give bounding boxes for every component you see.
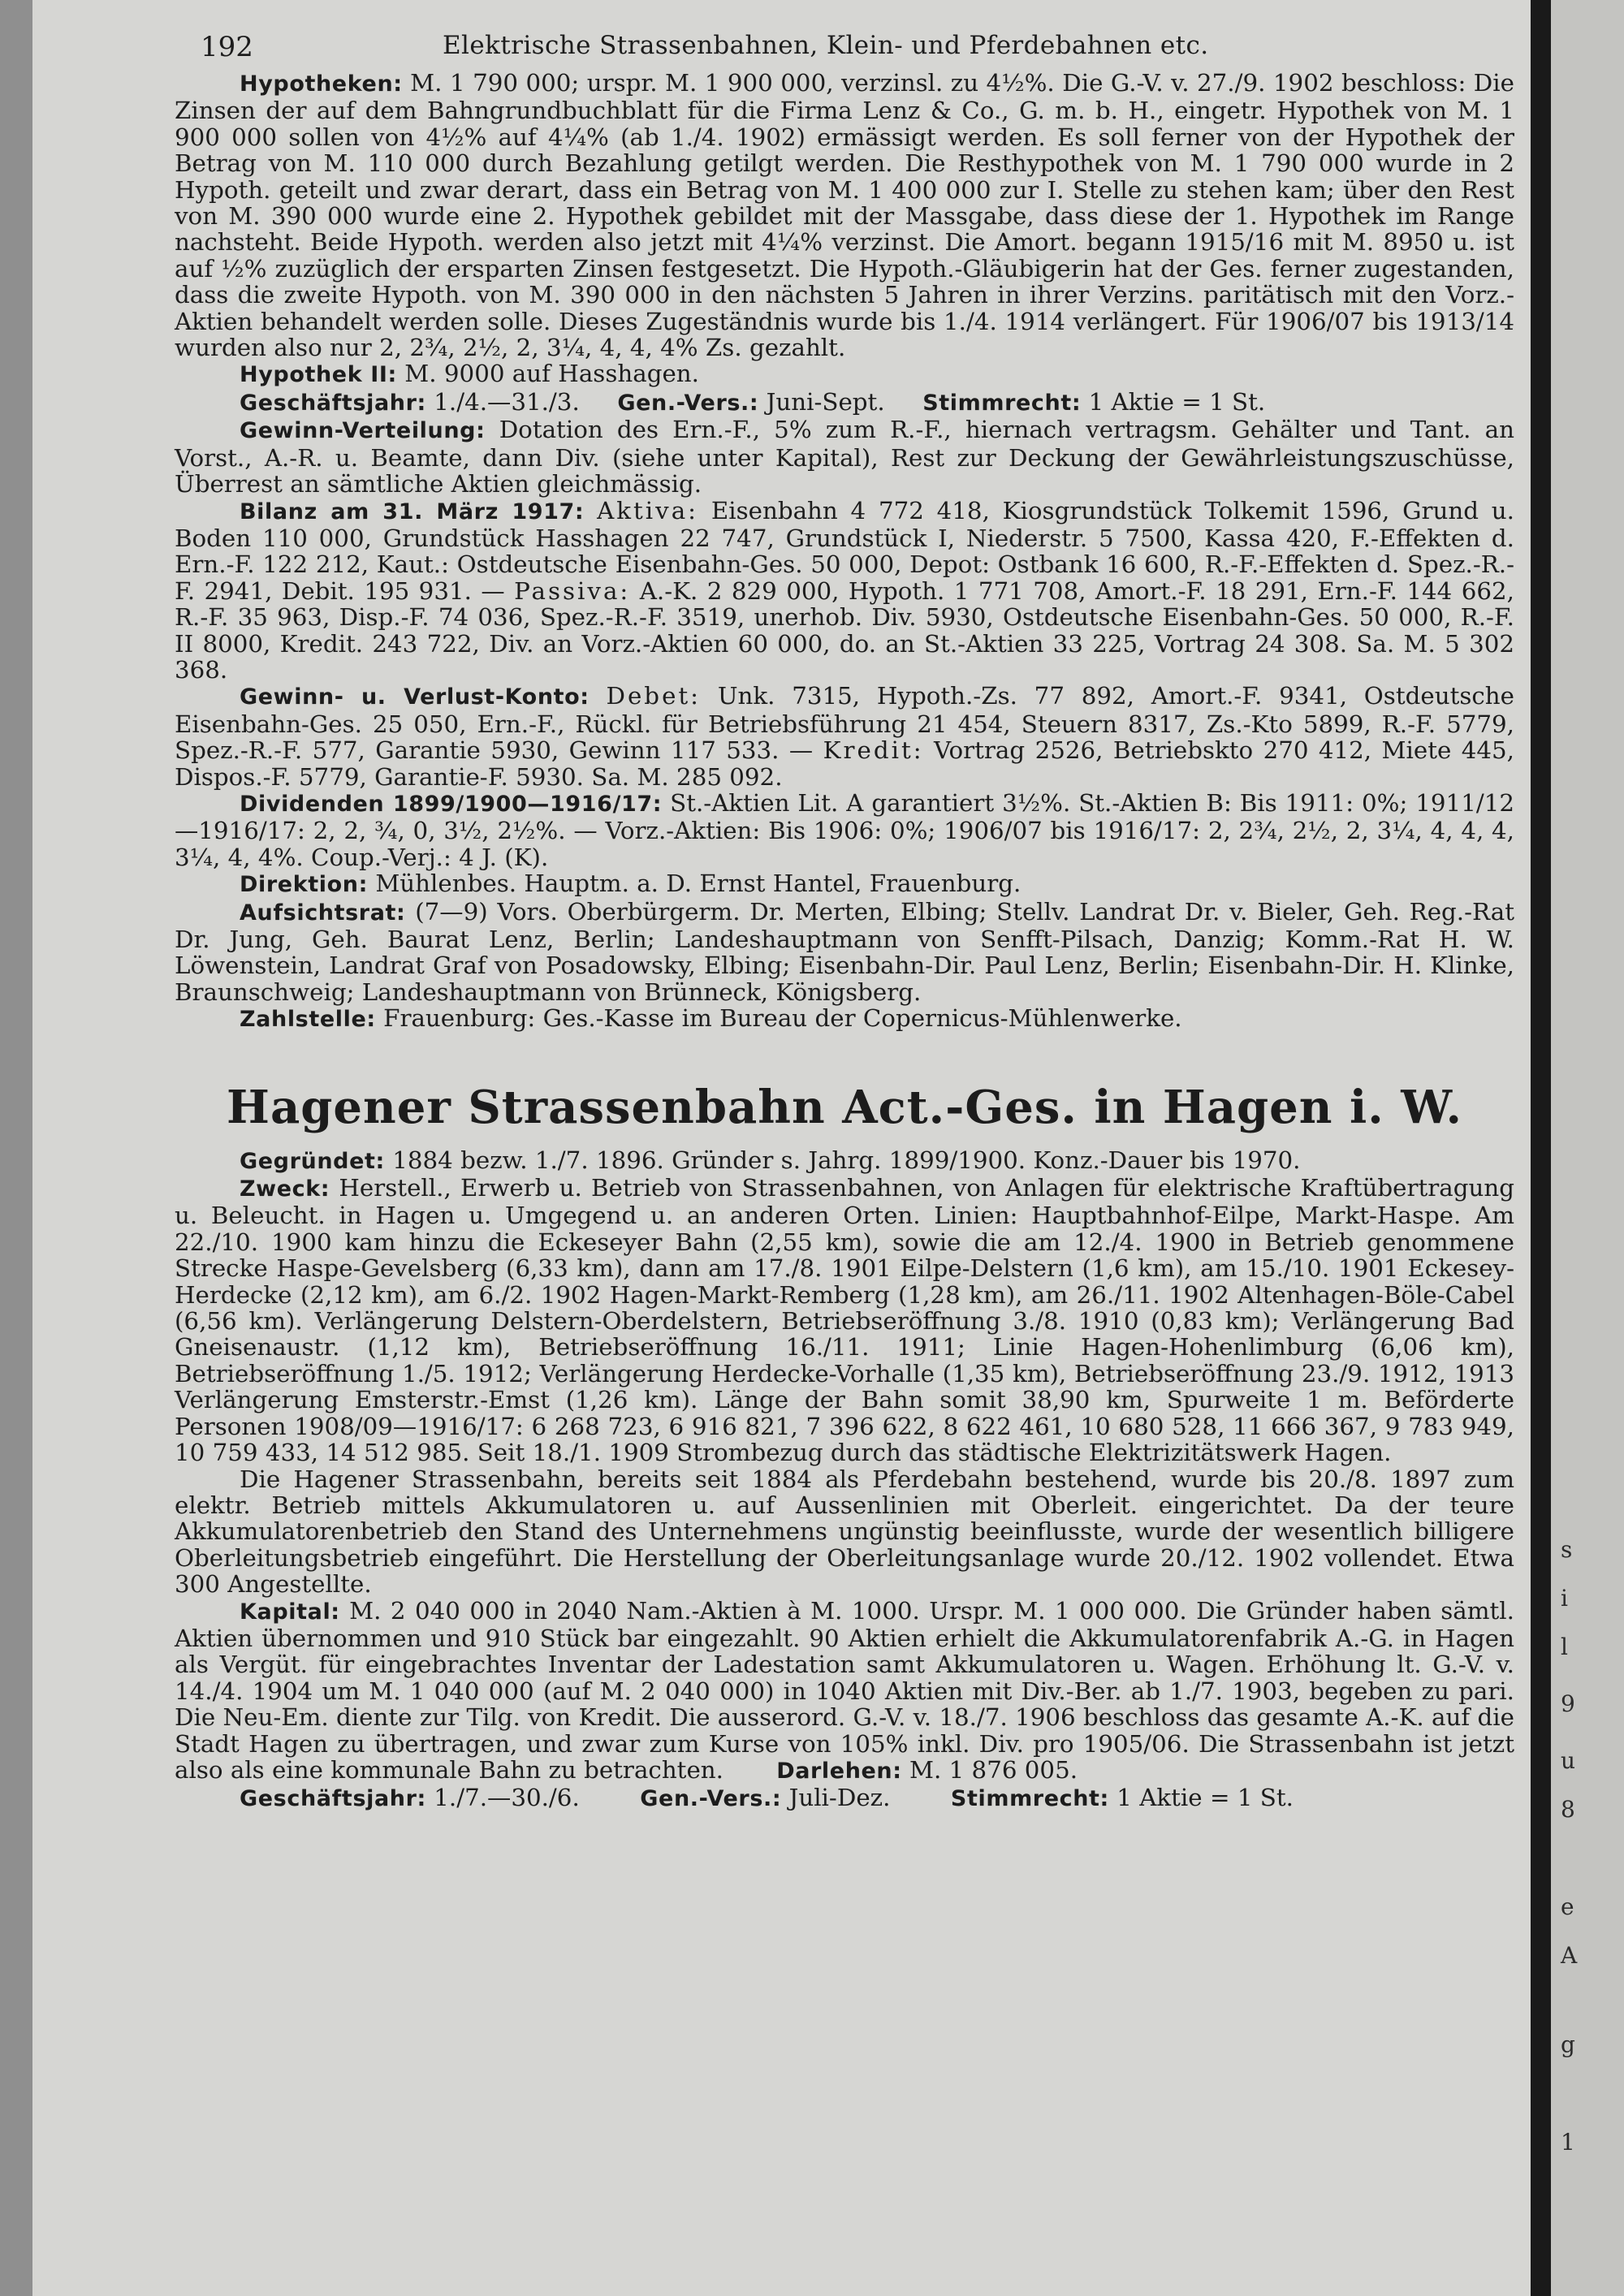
page-content [175, 24, 1514, 1813]
adjacent-char: u [1561, 1747, 1576, 1774]
ar-text: (7—9) Vors. Oberbürgerm. Dr. Merten, Elbing; Stellv. Landrat Dr. v. Bieler, Geh. Reg.-Rat Dr. Jung, Geh. Baurat Lenz, Berlin; Landeshauptmann von Senfft-Pilsach, Danzig; Komm.-Rat H. W. Löwenstein, Landrat Graf von Posadowsky, Elbing; Eisenbahn-Dir. Paul Lenz, Berlin; Eisenbahn-Dir. H. Klinke, Braunschweig; Landeshauptmann von Brünneck, Königsberg. [175, 897, 1514, 1006]
adjacent-char: g [1561, 2031, 1575, 2058]
div-text: St.-Aktien Lit. A garantiert 3½%. St.-Aktien B: Bis 1911: 0%; 1911/12—1916/17: 2, 2, ¾, 0, 3½, 2½%. — Vorz.-Aktien: Bis 1906: 0%; 1906/07 bis 1916/17: 2, 2¾, 2½, 2, 3¼, 4, 4, 4, 3¼, 4, 4%. Coup.-Verj.: 4 J. (K). [175, 788, 1514, 871]
gj2-label: Geschäftsjahr: [240, 1786, 426, 1812]
st2-text: 1 Aktie = 1 St. [1116, 1784, 1294, 1812]
zahl-text: Frauenburg: Ges.-Kasse im Bureau der Copernicus-Mühlenwerke. [383, 1004, 1182, 1033]
adjacent-page-edge [1551, 0, 1624, 2296]
aktiva-text: Eisenbahn 4 772 418, Kiosgrundstück Tolkemit 1596, Grund u. Boden 110 000, Grundstück Hasshagen 22 747, Grundstück I, Niederstr. 5 7500, Kassa 420, F.-Effekten d. Ern.-F. 122 212, Kaut.: Ostdeutsche Eisenbahn-Ges. 50 000, Depot: Ostbank 16 600, R.-F.-Effekten d. Spez.-R.-F. 2941, Debit. 195 931. — [175, 496, 1514, 605]
darlehen-label: Darlehen: [776, 1758, 902, 1784]
debet-label: Debet: [606, 682, 702, 710]
dividenden-paragraph [175, 790, 1514, 870]
adjacent-char: 1 [1561, 2129, 1575, 2156]
gegr-text: 1884 bezw. 1./7. 1896. Gründer s. Jahrg. 1899/1900. Konz.-Dauer bis 1970. [392, 1146, 1301, 1174]
guv-label: Gewinn- u. Verlust-Konto: [240, 684, 590, 710]
gv-text: Juni-Sept. [766, 387, 885, 416]
adjacent-char: l [1561, 1634, 1568, 1660]
zahl-label: Zahlstelle: [240, 1007, 376, 1033]
adjacent-char: s [1561, 1536, 1573, 1563]
second-company-section [175, 1081, 1514, 1813]
gegruendet-paragraph [175, 1147, 1514, 1175]
geschaeftsjahr2-paragraph [175, 1785, 1514, 1812]
ar-label: Aufsichtsrat: [240, 900, 406, 926]
gv-label: Gen.-Vers.: [617, 390, 759, 416]
hypothek2-text: M. 9000 auf Hasshagen. [404, 360, 699, 388]
direktion-paragraph [175, 870, 1514, 898]
st-label: Stimmrecht: [922, 390, 1082, 416]
dir-text: Mühlenbes. Hauptm. a. D. Ernst Hantel, Frauenburg. [375, 870, 1021, 898]
adjacent-char: A [1561, 1942, 1578, 1969]
gj2-text: 1./7.—30./6. [434, 1784, 580, 1812]
adjacent-char: 9 [1561, 1690, 1575, 1717]
zweck-text: Herstell., Erwerb u. Betrieb von Strassenbahnen, von Anlagen für elektrische Kraftübertragung u. Beleucht. in Hagen u. Umgegend u. an anderen Orten. Linien: Hauptbahnhof-Eilpe, Markt-Haspe. Am 22./10. 1900 kam hinzu die Eckeseyer Bahn (2,55 km), sowie die am 12./4. 1900 in Betrieb genommene Strecke Haspe-Gevelsberg (6,33 km), dann am 17./8. 1901 Eilpe-Delstern (1,6 km), am 15./10. 1901 Eckesey-Herdecke (2,12 km), am 6./2. 1902 Hagen-Markt-Remberg (1,28 km), am 26./11. 1902 Altenhagen-Böle-Cabel (6,56 km). Verlängerung Delstern-Oberdelstern, Betriebseröffnung 3./8. 1910 (0,83 km); Verlängerung Bad Gneisenaustr. (1,12 km), Betriebseröffnung 16./11. 1911; Linie Hagen-Hohenlimburg (6,06 km), Betriebseröffnung 1./5. 1912; Verlängerung Herdecke-Vorhalle (1,35 km), Betriebseröffnung 23./9. 1912, 1913 Verlängerung Emsterstr.-Emst (1,26 km). Länge der Bahn somit 38,90 km, Spurweite 1 m. Beförderte Personen 1908/09—1916/17: 6 268 723, 6 916 821, 7 396 622, 8 622 461, 10 680 528, 11 666 367, 9 783 949, 10 759 433, 14 512 985. Seit 18./1. 1909 Strombezug durch das städtische Elektrizitätswerk Hagen. [175, 1174, 1514, 1467]
company-title: Hagener Strassenbahn Act.-Ges. in Hagen i. W. [227, 1080, 1462, 1134]
zweck-paragraph [175, 1175, 1514, 1465]
first-company-section [175, 70, 1514, 1034]
kredit-label: Kredit: [823, 736, 924, 765]
aufsichtsrat-paragraph [175, 899, 1514, 1006]
zahlstelle-paragraph [175, 1005, 1514, 1033]
bilanz-label: Bilanz am 31. März 1917: [240, 498, 585, 524]
debet-text: Unk. 7315, Hypoth.-Zs. 77 892, Amort.-F. 9341, Ostdeutsche Eisenbahn-Ges. 25 050, Ern.-F., Rückl. für Betriebsführung 21 454, Steuern 8317, Zs.-Kto 5899, R.-F. 5779, Spez.-R.-F. 577, Garantie 5930, Gewinn 117 533. — [175, 682, 1514, 765]
gv2-text: Juli-Dez. [788, 1784, 891, 1812]
hypotheken-text: M. 1 790 000; urspr. M. 1 900 000, verzinsl. zu 4½%. Die G.-V. v. 27./9. 1902 beschloss: Die Zinsen der auf dem Bahngrundbuchblatt für die Firma Lenz & Co., G. m. b. H., eingetr. Hypothek von M. 1 900 000 sollen von 4½% auf 4¼% (ab 1./4. 1902) ermässigt werden. Es soll ferner von der Hypothek der Betrag von M. 110 000 durch Bezahlung getilgt werden. Die Resthypothek von M. 1 790 000 wurde in 2 Hypoth. geteilt und zwar derart, dass ein Betrag von M. 1 400 000 zur I. Stelle zu stehen kam; über den Rest von M. 390 000 wurde eine 2. Hypothek gebildet mit der Massgabe, dass diese der 1. Hypothek im Range nachsteht. Beide Hypoth. werden also jetzt mit 4¼% verzinst. Die Amort. begann 1915/16 mit M. 8950 u. ist auf ½% zuzüglich der ersparten Zinsen festgesetzt. Die Hypoth.-Gläubigerin hat der Ges. ferner zugestanden, dass die zweite Hypoth. von M. 390 000 in den nächsten 5 Jahren in ihrer Verzins. paritätisch mit den Vorz.-Aktien behandelt werden solle. Dieses Zugeständnis wurde bis 1./4. 1914 verlängert. Für 1906/07 bis 1913/14 wurden also nur 2, 2¾, 2½, 2, 3¼, 4, 4, 4% Zs. gezahlt. [175, 69, 1514, 362]
gewinnvert-label: Gewinn-Verteilung: [240, 418, 486, 444]
hypotheken-label: Hypotheken: [240, 71, 403, 97]
kredit-text: Vortrag 2526, Betriebskto 270 412, Miete 445, Dispos.-F. 5779, Garantie-F. 5930. Sa. M. 285 092. [175, 736, 1514, 791]
hypothek2-paragraph [175, 360, 1514, 388]
history-paragraph: Die Hagener Strassenbahn, bereits seit 1884 als Pferdebahn bestehend, wurde bis 20./8. 1897 zum elektr. Betrieb mittels Akkumulatoren u. auf Aussenlinien mit Oberleit. eingerichtet. Da der teure Akkumulatorenbetrieb den Stand des Unternehmens ungünstig beeinflusste, wurde der wesentlich billigere Oberleitungsbetrieb eingeführt. Die Herstellung der Oberleitungsanlage wurde 20./12. 1902 vollendet. Etwa 300 Angestellte. [175, 1465, 1514, 1599]
gewinnvert-text: Dotation des Ern.-F., 5% zum R.-F., hiernach vertragsm. Gehälter und Tant. an Vorst., A.-R. u. Beamte, dann Div. (siehe unter Kapital), Rest zur Deckung der Gewährleistungszuschüsse, Überrest an sämtliche Aktien gleichmässig. [175, 416, 1514, 498]
page-number: 192 [201, 31, 253, 63]
kapital-label: Kapital: [240, 1599, 340, 1625]
kapital-paragraph [175, 1598, 1514, 1785]
adjacent-char: i [1561, 1585, 1568, 1612]
passiva-text: A.-K. 2 829 000, Hypoth. 1 771 708, Amort.-F. 18 291, Ern.-F. 144 662, R.-F. 35 963, Disp.-F. 74 036, Spez.-R.-F. 3519, unerhob. Div. 5930, Ostdeutsche Eisenbahn-Ges. 50 000, R.-F. II 8000, Kredit. 243 722, Div. an Vorz.-Aktien 60 000, do. an St.-Aktien 33 225, Vortrag 24 308. Sa. M. 5 302 368. [175, 576, 1514, 684]
passiva-label: Passiva: [514, 576, 631, 605]
zweck-label: Zweck: [240, 1176, 330, 1202]
st-text: 1 Aktie = 1 St. [1088, 387, 1266, 416]
gegr-label: Gegründet: [240, 1148, 385, 1174]
darlehen-text: M. 1 876 005. [909, 1755, 1078, 1784]
bilanz-paragraph [175, 498, 1514, 684]
hypothek2-label: Hypothek II: [240, 362, 397, 388]
aktiva-label: Aktiva: [597, 496, 699, 524]
st2-label: Stimmrecht: [950, 1786, 1109, 1812]
gj-label: Geschäftsjahr: [240, 390, 426, 416]
adjacent-char: 8 [1561, 1796, 1575, 1823]
gewinnverteilung-paragraph [175, 416, 1514, 497]
dir-label: Direktion: [240, 872, 368, 898]
div-label: Dividenden 1899/1900—1916/17: [240, 791, 663, 817]
book-page [32, 0, 1531, 2296]
running-title: Elektrische Strassenbahnen, Klein- und Pferdebahnen etc. [443, 31, 1209, 60]
guv-paragraph [175, 683, 1514, 790]
gv2-label: Gen.-Vers.: [640, 1786, 782, 1812]
gj-text: 1./4.—31./3. [434, 387, 580, 416]
geschaeftsjahr-paragraph [175, 389, 1514, 416]
hypotheken-paragraph [175, 70, 1514, 360]
book-spine-shadow [1531, 0, 1551, 2296]
kapital-text: M. 2 040 000 in 2040 Nam.-Aktien à M. 1000. Urspr. M. 1 000 000. Die Gründer haben sämtl. Aktien übernommen und 910 Stück bar eingezahlt. 90 Aktien erhielt die Akkumulatorenfabrik A.-G. in Hagen als Vergüt. für eingebrachtes Inventar der Ladestation samt Akkumulatoren u. Wagen. Erhöhung lt. G.-V. v. 14./4. 1904 um M. 1 040 000 (auf M. 2 040 000) in 1040 Aktien mit Div.-Ber. ab 1./7. 1903, begeben zu pari. Die Neu-Em. diente zur Tilg. von Kredit. Die ausserord. G.-V. v. 18./7. 1906 beschloss das gesamte A.-K. auf die Stadt Hagen zu übertragen, und zwar zum Kurse von 105% inkl. Div. pro 1905/06. Die Strassenbahn ist jetzt also als eine kommunale Bahn zu betrachten. [175, 1596, 1514, 1784]
adjacent-char: e [1561, 1893, 1574, 1920]
page-header [175, 24, 1514, 70]
